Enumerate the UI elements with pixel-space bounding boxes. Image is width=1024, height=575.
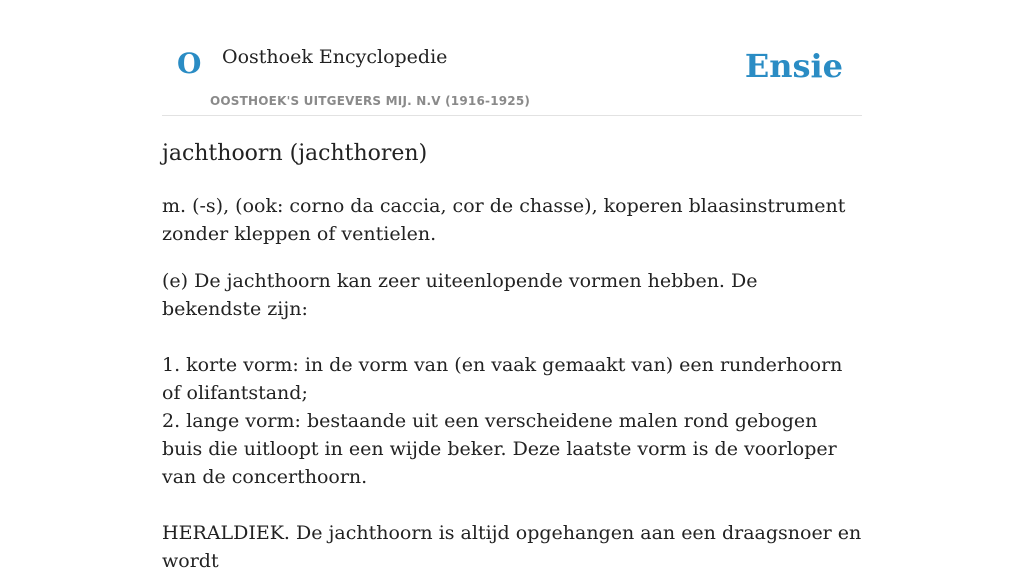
entry-definition: m. (-s), (ook: corno da caccia, cor de chasse), koperen blaasinstrument zonder kleppen of ventielen.	[162, 195, 846, 246]
entry-headword: jachthoorn (jachthoren)	[162, 141, 428, 166]
body-paragraph: (e) De jachthoorn kan zeer uiteenlopende vormen hebben. De bekendste zijn:	[162, 270, 758, 321]
body-list-item: 1. korte vorm: in de vorm van (en vaak gemaakt van) een runderhoorn of olifantstand;	[162, 354, 843, 405]
site-header	[162, 0, 862, 116]
entry-content	[162, 141, 862, 575]
source-title-link[interactable]: Oosthoek Encyclopedie	[222, 46, 448, 68]
body-paragraph: HERALDIEK. De jachthoorn is altijd opgehangen aan een draagsnoer en wordt	[162, 522, 862, 573]
body-list-item: 2. lange vorm: bestaande uit een verscheidene malen rond gebogen buis die uitloopt in een wijde beker. Deze laatste vorm is de voorloper van de concerthoorn.	[162, 410, 837, 489]
body-blank-line	[162, 491, 862, 519]
body-blank-line	[162, 323, 862, 351]
publisher-label: OOSTHOEK'S UITGEVERS MIJ. N.V (1916-1925)	[210, 94, 531, 108]
source-logo[interactable]: O	[177, 47, 202, 80]
page	[162, 0, 862, 575]
ensie-logo-link[interactable]: Ensie	[744, 47, 843, 85]
entry-body	[162, 267, 862, 575]
